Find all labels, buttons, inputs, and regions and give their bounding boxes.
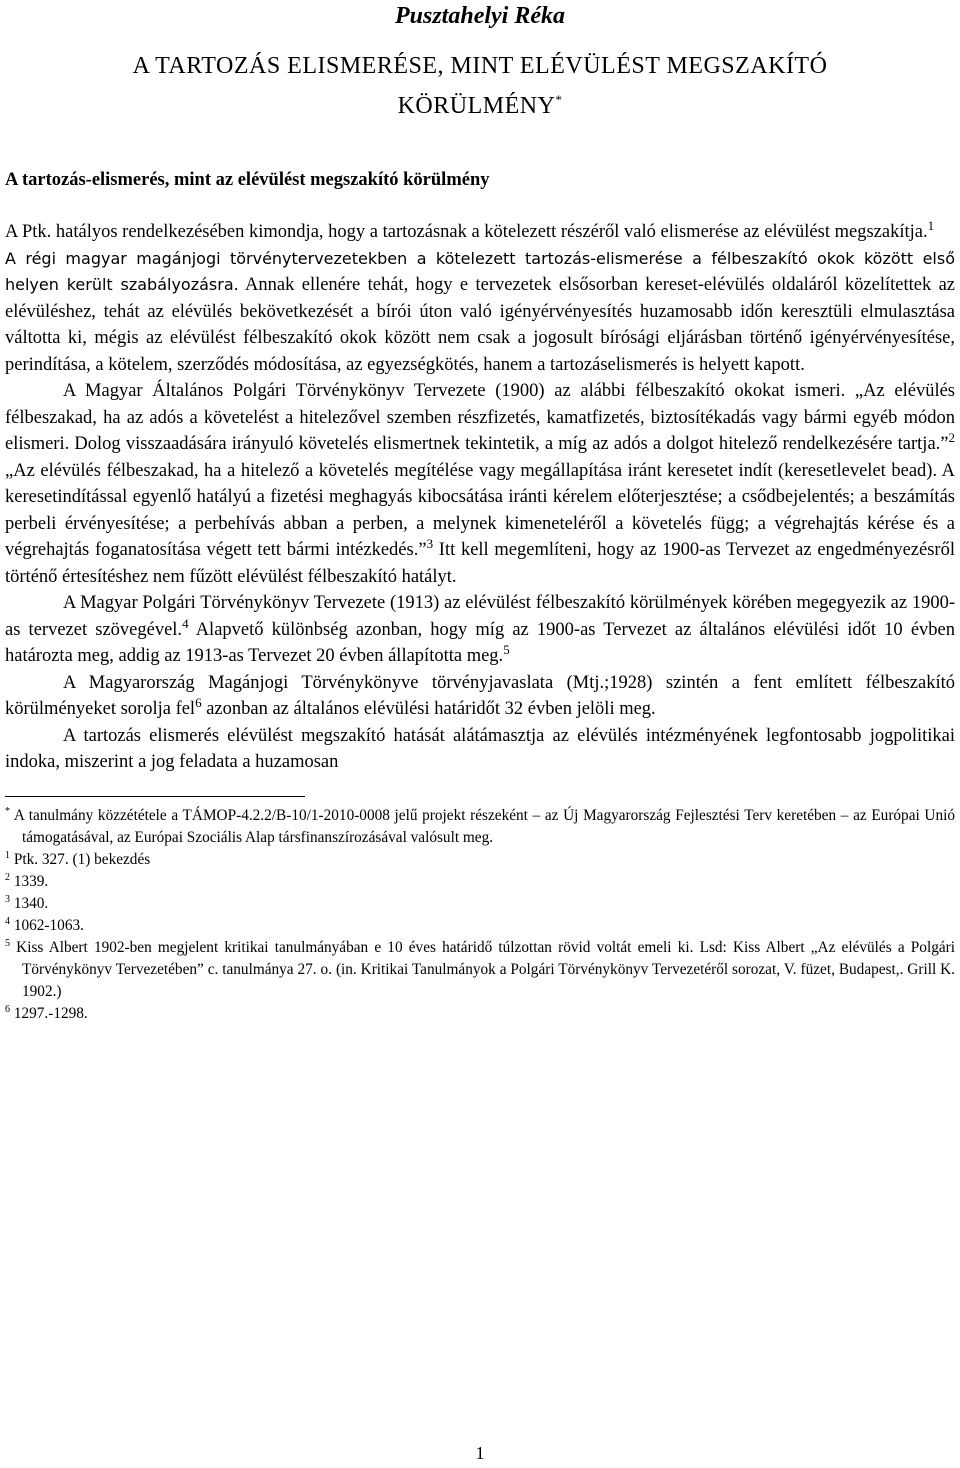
paragraph-1: A Ptk. hatályos rendelkezésében kimondja, hogy a tartozásnak a kötelezett részéről való elismerése az elévülést megszakítja.$^1$: [5, 217, 935, 242]
footnote-ref-4: 4: [182, 615, 189, 631]
paragraph-5: A Magyarország Magánjogi Törvénykönyve törvényjavaslata (Mtj.;1928) szintén a fent említett félbeszakító körülményeket sorolja fel$^6$ azonban az általános elévülési határidőt 32 évben jelöli meg.: [5, 672, 955, 719]
paragraph-6: A tartozás elismerés elévülést megszakító hatását alátámasztja az elévülés intézményének legfontosabb jogpolitikai indoka, miszerint a jog feladata a huzamosan: [5, 725, 955, 772]
author-name: Pusztahelyi Réka: [394, 3, 565, 29]
title-footnote-mark: *: [555, 92, 563, 107]
section-heading: A tartozás-elismerés, mint az elévülést megszakító körülmény: [5, 170, 490, 190]
footnote: * A tanulmány közzététele a TÁMOP-4.2.2/B-10/1-2010-0008 jelű projekt részeként – az Új Magyarország Fejlesztési Terv keretében – az Európai Unió támogatásával, az Európai Szociális Alap társfinanszírozásával valósult meg.: [5, 805, 956, 846]
paragraph-3: A Magyar Általános Polgári Törvénykönyv Tervezete (1900) az alábbi félbeszakító okokat ismeri. „Az elévülés félbeszakad, ha az adós a követelést a hitelezővel szemben részfizetés, kamatfizetés, biztosítékadás vagy bármi egyéb módon elismeri. Dolog visszaadására irányuló követelés elismertnek tekintetik, a míg az adós a dolgot hitelező rendelkezésére tartja.”$^2$ „Az elévülés félbeszakad, ha a hitelező a követelés megítélése vagy megállapítása iránt keresetet indít (keresetlevelet bead). A keresetindítással egyenlő hatályú a fizetési meghagyás kibocsátása iránti kérelem előterjesztése; a csődbejelentés; a beszámítás perbeli érvényesítése; a perbehívás abban a perben, a melynek kimeneteléről a követelés függ; a végrehajtás kérése és a végrehajtás foganatosítása végett tett bármi intézkedés.”$^3$ Itt kell megemlíteni, hogy az 1900-as Tervezet az engedményezésről történő értesítéshez nem fűzött elévülést félbeszakító hatályt.: [5, 381, 955, 587]
footnote: $^3$ 1340.: [5, 893, 49, 912]
footnotes: [5, 805, 955, 1025]
footnote: $^2$ 1339.: [5, 871, 49, 890]
document-page: [5, 0, 955, 1025]
paragraph-2: A régi magyar magánjogi törvénytervezetekben a kötelezett tartozás-elismerése a félbeszakító okok között első helyen került szabályozásra. Annak ellenére tehát, hogy e tervezetek elsősorban kereset-elévülés oldaláról közelítettek az elévüléshez, tehát az elévülés bekövetkezését a bírói úton való igényérvényesítés huzamosabb időn keresztüli elmulasztása váltotta ki, mégis az elévülést félbeszakító okok között nem csak a jogosult bírósági eljárásban történő igényérvényesítése, perindítása, a kötelem, szerződés módosítása, az egyezségkötés, hanem a tartozáselismerés is helyett kapott.: [5, 248, 956, 375]
title-line-1: A TARTOZÁS ELISMERÉSE, MINT ELÉVÜLÉST MEGSZAKÍTÓ: [132, 53, 828, 79]
paragraph-4: A Magyar Polgári Törvénykönyv Tervezete (1913) az elévülést félbeszakító körülmények körében megegyezik az 1900-as tervezet szövegével.$^4$ Alapvető különbség azonban, hogy míg az 1900-as Tervezet az általános elévülési időt 10 évben határozta meg, addig az 1913-as Tervezet 20 évben állapította meg.$^5$: [5, 593, 955, 666]
body-text: [5, 219, 955, 776]
footnote: $^4$ 1062-1063.: [5, 915, 84, 934]
footnote-ref-3: 3: [426, 535, 434, 551]
footnote-ref-2: 2: [948, 429, 955, 445]
footnote-ref-5: 5: [503, 641, 510, 657]
footnote: $^6$ 1297.-1298.: [5, 1003, 88, 1022]
footnote-separator: [5, 796, 305, 797]
footnote: $^5$ Kiss Albert 1902-ben megjelent kritikai tanulmányában e 10 éves határidő túlzottan rövid voltát emeli ki. Lsd: Kiss Albert „Az elévülés a Polgári Törvénykönyv Tervezetében” c. tanulmánya 27. o. (in. Kritikai Tanulmányok a Polgári Törvénykönyv Tervezetéről sorozat, V. füzet, Budapest,. Grill K. 1902.): [5, 937, 955, 1000]
footnote: $^1$ Ptk. 327. (1) bekezdés: [5, 849, 151, 868]
footnote-ref-6: 6: [195, 694, 202, 710]
title-line-2: KÖRÜLMÉNY: [397, 93, 556, 119]
footnote-ref-1: 1: [927, 217, 935, 233]
document-title: [5, 50, 955, 123]
page-number: 1: [475, 1443, 485, 1463]
